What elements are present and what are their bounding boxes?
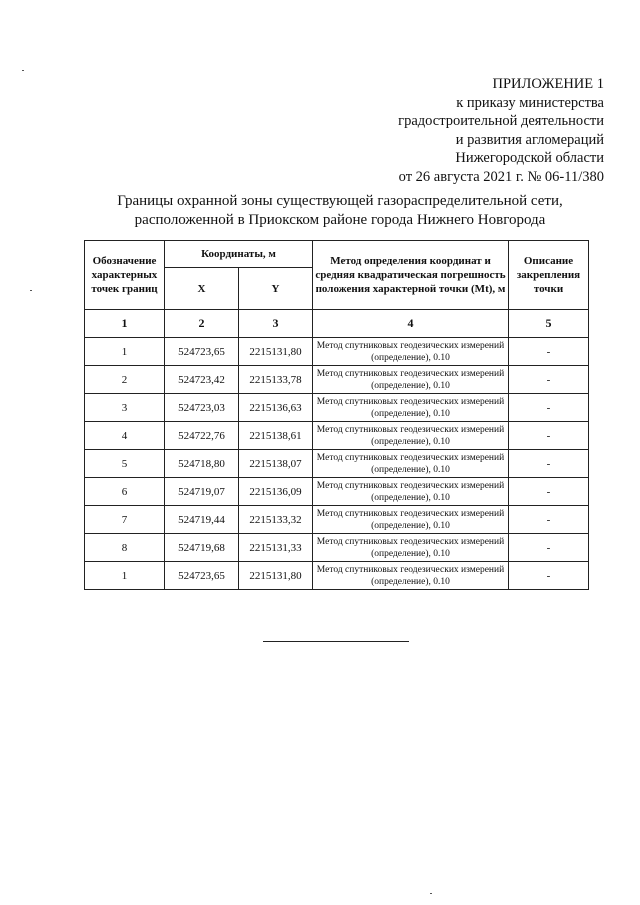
x-coordinate-cell: 524723,03 xyxy=(165,394,239,422)
point-number-cell: 8 xyxy=(85,534,165,562)
description-cell: - xyxy=(509,422,589,450)
x-coordinate-cell: 524723,42 xyxy=(165,366,239,394)
point-number-cell: 4 xyxy=(85,422,165,450)
description-cell: - xyxy=(509,338,589,366)
y-coordinate-cell: 2215131,80 xyxy=(239,338,313,366)
title-line-1: Границы охранной зоны существующей газораспределительной сети, xyxy=(117,193,563,209)
x-coordinate-cell: 524718,80 xyxy=(165,450,239,478)
ministry-name-line1: градостроительной деятельности xyxy=(398,113,604,130)
method-cell: Метод спутниковых геодезических измерений (определение), 0.10 xyxy=(313,506,509,534)
column-number: 2 xyxy=(165,310,239,338)
method-cell: Метод спутниковых геодезических измерений (определение), 0.10 xyxy=(313,478,509,506)
point-number-cell: 5 xyxy=(85,450,165,478)
table-row xyxy=(85,338,589,366)
column-number: 4 xyxy=(313,310,509,338)
header-x: X xyxy=(165,268,239,310)
point-number-cell: 6 xyxy=(85,478,165,506)
x-coordinate-cell: 524723,65 xyxy=(165,562,239,590)
y-coordinate-cell: 2215138,61 xyxy=(239,422,313,450)
description-cell: - xyxy=(509,478,589,506)
point-number-cell: 1 xyxy=(85,338,165,366)
description-cell: - xyxy=(509,506,589,534)
header-method: Метод определения координат и средняя квадратическая погрешность положения характерной точки (Mt), м xyxy=(313,241,509,310)
scan-speck xyxy=(30,290,32,291)
column-numbers-row xyxy=(85,310,589,338)
description-cell: - xyxy=(509,562,589,590)
order-date-number: от 26 августа 2021 г. № 06-11/380 xyxy=(398,168,604,185)
order-reference: к приказу министерства xyxy=(456,94,604,111)
x-coordinate-cell: 524723,65 xyxy=(165,338,239,366)
table-row xyxy=(85,450,589,478)
y-coordinate-cell: 2215133,78 xyxy=(239,366,313,394)
y-coordinate-cell: 2215133,32 xyxy=(239,506,313,534)
method-cell: Метод спутниковых геодезических измерений (определение), 0.10 xyxy=(313,338,509,366)
table-row xyxy=(85,366,589,394)
table-row xyxy=(85,478,589,506)
table-row xyxy=(85,394,589,422)
y-coordinate-cell: 2215136,63 xyxy=(239,394,313,422)
description-cell: - xyxy=(509,394,589,422)
region-name: Нижегородской области xyxy=(455,150,604,167)
table-row xyxy=(85,562,589,590)
header-y: Y xyxy=(239,268,313,310)
description-cell: - xyxy=(509,534,589,562)
header-description: Описание закрепления точки xyxy=(509,241,589,310)
method-cell: Метод спутниковых геодезических измерений (определение), 0.10 xyxy=(313,366,509,394)
point-number-cell: 7 xyxy=(85,506,165,534)
x-coordinate-cell: 524719,68 xyxy=(165,534,239,562)
description-cell: - xyxy=(509,366,589,394)
document-title xyxy=(60,192,620,230)
closing-divider xyxy=(263,641,409,642)
y-coordinate-cell: 2215131,33 xyxy=(239,534,313,562)
scan-speck xyxy=(22,70,24,71)
appendix-header xyxy=(398,75,604,187)
x-coordinate-cell: 524719,44 xyxy=(165,506,239,534)
table-row xyxy=(85,534,589,562)
x-coordinate-cell: 524719,07 xyxy=(165,478,239,506)
scan-speck xyxy=(430,893,432,894)
column-number: 3 xyxy=(239,310,313,338)
point-number-cell: 1 xyxy=(85,562,165,590)
y-coordinate-cell: 2215131,80 xyxy=(239,562,313,590)
y-coordinate-cell: 2215136,09 xyxy=(239,478,313,506)
table-row xyxy=(85,422,589,450)
method-cell: Метод спутниковых геодезических измерений (определение), 0.10 xyxy=(313,422,509,450)
method-cell: Метод спутниковых геодезических измерений (определение), 0.10 xyxy=(313,394,509,422)
column-number: 5 xyxy=(509,310,589,338)
description-cell: - xyxy=(509,450,589,478)
table-row xyxy=(85,506,589,534)
method-cell: Метод спутниковых геодезических измерений (определение), 0.10 xyxy=(313,450,509,478)
column-number: 1 xyxy=(85,310,165,338)
appendix-title: ПРИЛОЖЕНИЕ 1 xyxy=(492,76,604,92)
title-line-2: расположенной в Приокском районе города Нижнего Новгорода xyxy=(134,212,546,228)
x-coordinate-cell: 524722,76 xyxy=(165,422,239,450)
method-cell: Метод спутниковых геодезических измерений (определение), 0.10 xyxy=(313,534,509,562)
table-header-row xyxy=(85,241,589,268)
y-coordinate-cell: 2215138,07 xyxy=(239,450,313,478)
header-point-designation: Обозначение характерных точек границ xyxy=(85,241,165,310)
method-cell: Метод спутниковых геодезических измерений (определение), 0.10 xyxy=(313,562,509,590)
coordinates-table xyxy=(84,240,589,590)
point-number-cell: 2 xyxy=(85,366,165,394)
point-number-cell: 3 xyxy=(85,394,165,422)
header-coordinates: Координаты, м xyxy=(165,241,313,268)
ministry-name-line2: и развития агломераций xyxy=(455,131,604,148)
